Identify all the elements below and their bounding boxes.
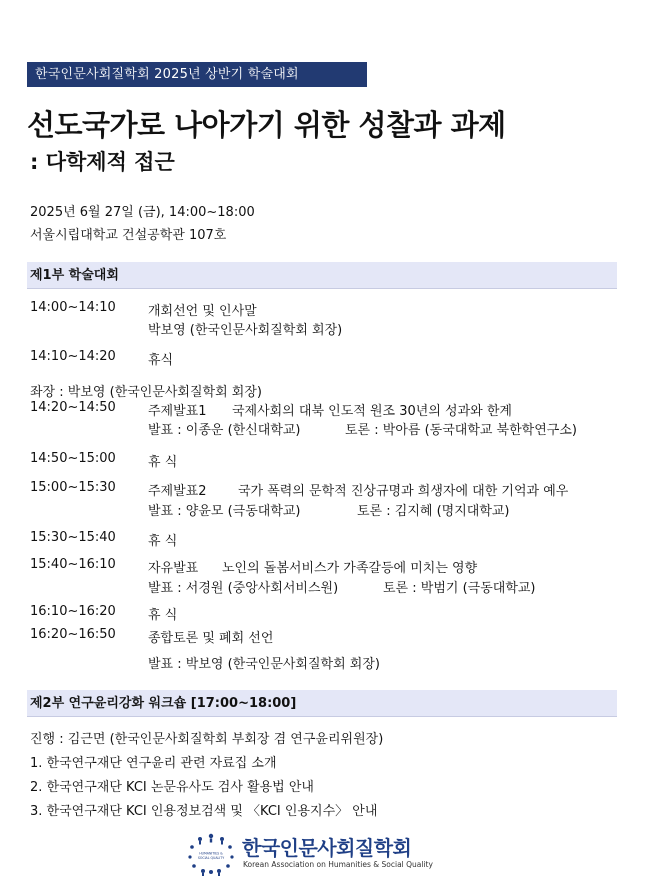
discussant: 토론 : 박범기 (극동대학교) [383,581,536,596]
schedule-time: 15:00~15:30 [30,480,116,495]
schedule-item: 휴식 [148,353,174,368]
workshop-host: 진행 : 김근면 (한국인문사회질학회 부회장 겸 연구윤리위원장) [30,732,384,747]
emblem-text: HUMANITIES & [199,851,223,856]
schedule-item: 박보영 (한국인문사회질학회 회장) [148,323,343,338]
session-label: 주제발표2 [148,484,207,499]
schedule-time: 15:30~15:40 [30,530,116,545]
society-emblem-icon [186,832,236,876]
schedule-item: 휴 식 [148,608,178,623]
discussant: 토론 : 박아름 (동국대학교 북한학연구소) [345,423,577,438]
society-name-english: Korean Association on Humanities & Social Quality [243,860,433,869]
session-label: 자유발표 [148,561,199,576]
session-chair: 좌장 : 박보영 (한국인문사회질학회 회장) [30,385,262,400]
presenter: 발표 : 양윤모 (극동대학교) [148,504,301,519]
presenter: 발표 : 박보영 (한국인문사회질학회 회장) [148,657,380,672]
main-title: 선도국가로 나아가기 위한 성찰과 과제 [27,108,506,142]
event-datetime: 2025년 6월 27일 (금), 14:00~18:00 [30,205,255,220]
schedule-item: 휴 식 [148,534,178,549]
schedule-item: 종합토론 및 폐회 선언 [148,631,274,646]
emblem-text: SOCIAL QUALITY [197,856,225,860]
workshop-item: 2. 한국연구재단 KCI 논문유사도 검사 활용법 안내 [30,780,314,795]
session-title: 노인의 돌봄서비스가 가족갈등에 미치는 영향 [222,561,478,576]
schedule-time: 15:40~16:10 [30,557,116,572]
schedule-item: 휴 식 [148,455,178,470]
society-logo [186,830,446,878]
schedule-time: 14:20~14:50 [30,400,116,415]
workshop-item: 3. 한국연구재단 KCI 인용정보검색 및 〈KCI 인용지수〉 안내 [30,804,378,819]
session-title: 국가 폭력의 문학적 진상규명과 희생자에 대한 기억과 예우 [238,484,569,499]
workshop-item: 1. 한국연구재단 연구윤리 관련 자료집 소개 [30,756,277,771]
event-venue: 서울시립대학교 건설공학관 107호 [30,228,227,243]
society-name-korean: 한국인문사회질학회 [242,836,412,860]
schedule-time: 16:20~16:50 [30,627,116,642]
schedule-time: 14:00~14:10 [30,300,116,315]
schedule-time: 16:10~16:20 [30,604,116,619]
part1-heading: 제1부 학술대회 [27,262,617,289]
discussant: 토론 : 김지혜 (명지대학교) [357,504,510,519]
part2-heading: 제2부 연구윤리강화 워크숍 [17:00~18:00] [27,690,617,717]
session-label: 주제발표1 [148,404,207,419]
presenter: 발표 : 서경원 (중앙사회서비스원) [148,581,339,596]
schedule-item: 개회선언 및 인사말 [148,304,257,319]
presenter: 발표 : 이종운 (한신대학교) [148,423,301,438]
subtitle: : 다학제적 접근 [30,150,175,174]
conference-badge: 한국인문사회질학회 2025년 상반기 학술대회 [27,62,367,87]
schedule-time: 14:10~14:20 [30,349,116,364]
schedule-time: 14:50~15:00 [30,451,116,466]
session-title: 국제사회의 대북 인도적 원조 30년의 성과와 한계 [232,404,512,419]
